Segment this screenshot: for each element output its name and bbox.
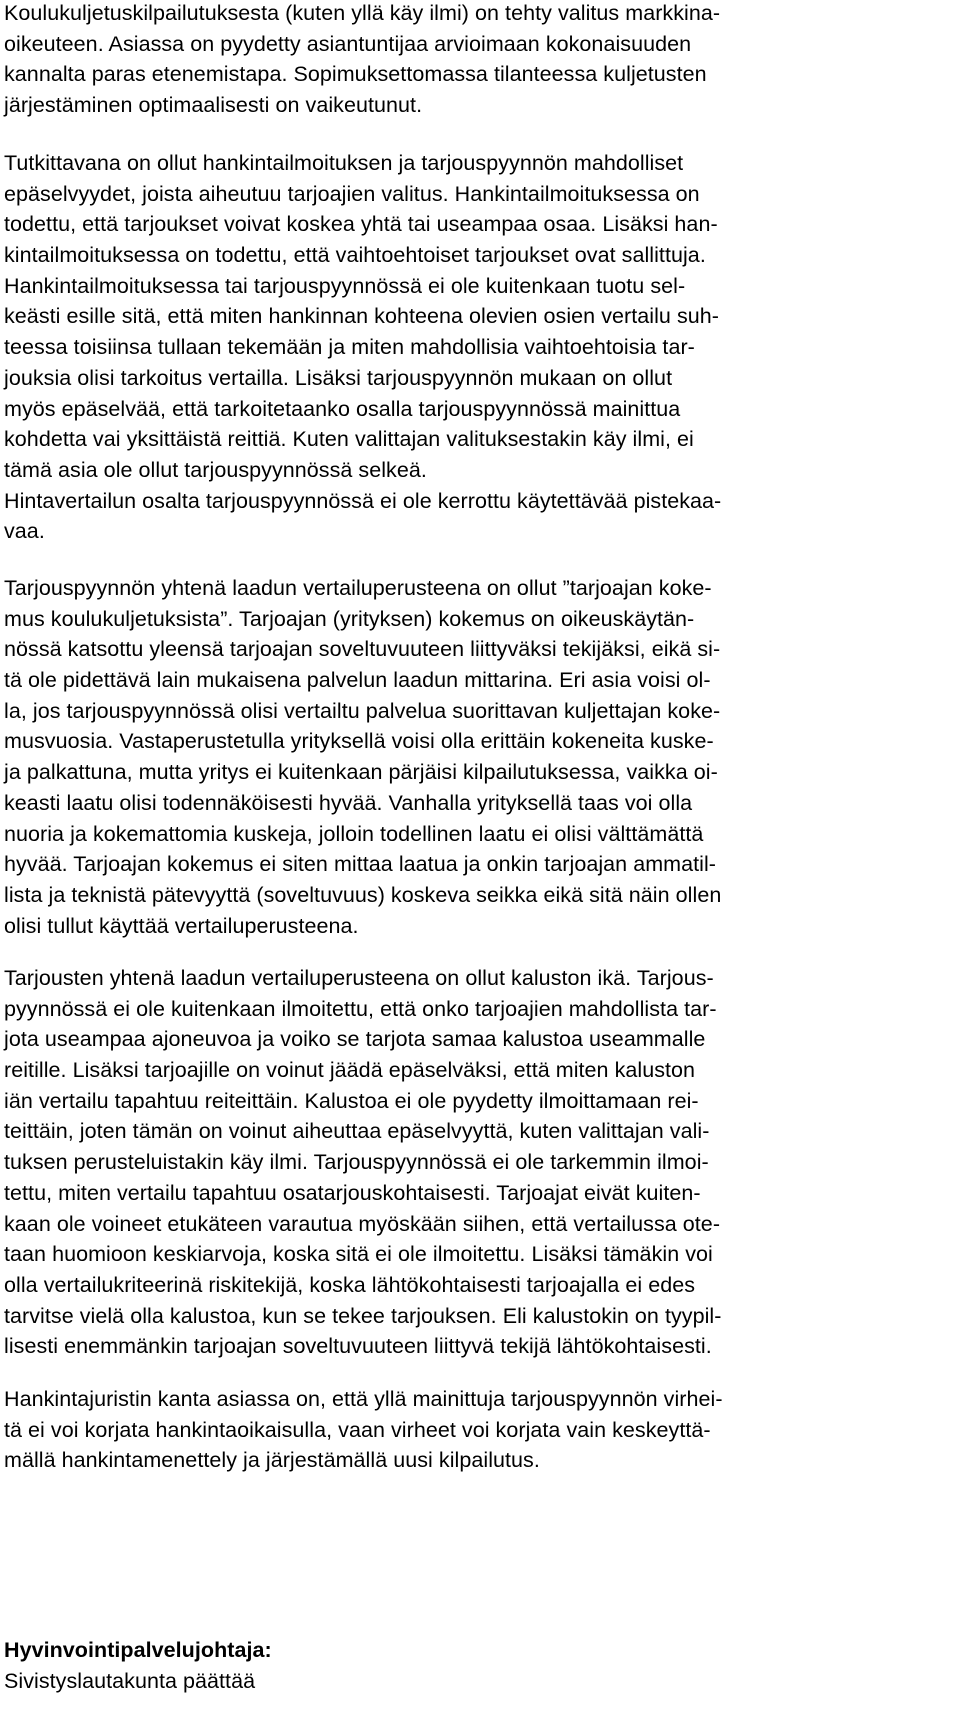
text-line: keästi esille sitä, että miten hankinnan kohteena olevien osien vertailu suh- [4, 304, 719, 329]
text-line: Hankintailmoituksessa tai tarjouspyynnössä ei ole kuitenkaan tuotu sel- [4, 273, 686, 298]
text-line: olisi tullut käyttää vertailuperusteena. [4, 913, 359, 938]
text-line: jouksia olisi tarkoitus vertailla. Lisäksi tarjouspyynnön mukaan on ollut [4, 365, 673, 390]
text-line: pyynnössä ei ole kuitenkaan ilmoitettu, että onko tarjoajien mahdollista tar- [4, 996, 717, 1021]
text-line: teessa toisiinsa tullaan tekemään ja miten mahdollisia vaihtoehtoisia tar- [4, 335, 695, 360]
text-line: hyvää. Tarjoajan kokemus ei siten mittaa laatua ja onkin tarjoajan ammatil- [4, 852, 717, 877]
text-line: nössä katsottu yleensä tarjoajan soveltuvuuteen liittyväksi tekijäksi, eikä si- [4, 637, 721, 662]
text-line: tarvitse vielä olla kalustoa, kun se tekee tarjouksen. Eli kalustokin on tyypil- [4, 1303, 722, 1328]
text-line: vaa. [4, 519, 45, 544]
text-line: tuksen perusteluistakin käy ilmi. Tarjouspyynnössä ei ole tarkemmin ilmoi- [4, 1150, 709, 1175]
text-line: kintailmoituksessa on todettu, että vaihtoehtoiset tarjoukset ovat sallittuja. [4, 243, 706, 268]
text-line: la, jos tarjouspyynnössä olisi vertailtu palvelua suorittavan kuljettajan koke- [4, 698, 721, 723]
text-line: Hankintajuristin kanta asiassa on, että yllä mainittuja tarjouspyynnön virhei- [4, 1387, 723, 1411]
decision-heading: Hyvinvointipalvelujohtaja: [4, 1638, 272, 1662]
text-line: mällä hankintamenettely ja järjestämällä uusi kilpailutus. [4, 1448, 540, 1473]
text-line: reitille. Lisäksi tarjoajille on voinut jäädä epäselväksi, että miten kaluston [4, 1058, 696, 1083]
paragraph-fleet-age-criterion [4, 963, 954, 1362]
text-line: todettu, että tarjoukset voivat koskea yhtä tai useampaa osaa. Lisäksi han- [4, 212, 718, 237]
paragraph-experience-criterion [4, 573, 954, 941]
text-line: iän vertailu tapahtuu reiteittäin. Kalustoa ei ole pyydetty ilmoittamaan rei- [4, 1088, 699, 1113]
text-line: oikeuteen. Asiassa on pyydetty asiantuntijaa arvioimaan kokonaisuuden [4, 31, 692, 56]
text-line: Tarjouspyynnön yhtenä laadun vertailuperusteena on ollut ”tarjoajan koke- [4, 576, 712, 600]
text-line: musvuosia. Vastaperustetulla yrityksellä voisi olla erittäin kokeneita kuske- [4, 729, 714, 754]
text-line: kaan ole voineet etukäteen varautua myöskään siihen, että vertailussa ote- [4, 1211, 721, 1236]
text-line: teittäin, joten tämän on voinut aiheuttaa epäselvyyttä, kuten valittajan vali- [4, 1119, 710, 1144]
decision-text: Sivistyslautakunta päättää [4, 1668, 256, 1693]
text-line: myös epäselvää, että tarkoitetaanko osalla tarjouspyynnössä mainittua [4, 396, 681, 421]
text-line: taan huomioon keskiarvoja, koska sitä ei ole ilmoitettu. Lisäksi tämäkin voi [4, 1242, 713, 1267]
text-line: nuoria ja kokemattomia kuskeja, jolloin todellinen laatu ei olisi välttämättä [4, 821, 704, 846]
paragraph-ambiguities [4, 148, 954, 547]
text-line: jota useampaa ajoneuvoa ja voiko se tarjota samaa kalustoa useammalle [4, 1027, 706, 1052]
text-line: tä ei voi korjata hankintaoikaisulla, vaan virheet voi korjata vain keskeyttä- [4, 1417, 711, 1442]
text-line: järjestäminen optimaalisesti on vaikeutunut. [4, 93, 423, 118]
text-line: tämä asia ole ollut tarjouspyynnössä selkeä. [4, 457, 427, 482]
text-line: tä ole pidettävä lain mukaisena palvelun laadun mittarina. Eri asia voisi ol- [4, 668, 711, 693]
paragraph-legal-opinion [4, 1384, 954, 1476]
text-line: kannalta paras etenemistapa. Sopimuksettomassa tilanteessa kuljetusten [4, 62, 707, 87]
text-line: kohdetta vai yksittäistä reittiä. Kuten valittajan valituksestakin käy ilmi, ei [4, 427, 694, 452]
text-line: lisesti enemmänkin tarjoajan soveltuvuuteen liittyvä tekijä lähtökohtaisesti. [4, 1334, 712, 1359]
text-line: lista ja teknistä pätevyyttä (soveltuvuus) koskeva seikka eikä sitä näin ollen [4, 882, 722, 907]
text-line: olla vertailukriteerinä riskitekijä, koska lähtökohtaisesti tarjoajalla ei edes [4, 1272, 696, 1297]
text-line: keasti laatu olisi todennäköisesti hyvää. Vanhalla yrityksellä taas voi olla [4, 790, 693, 815]
text-line: Tutkittavana on ollut hankintailmoituksen ja tarjouspyynnön mahdolliset [4, 151, 684, 175]
paragraph-appeal-status [4, 0, 954, 121]
text-line: Hintavertailun osalta tarjouspyynnössä ei ole kerrottu käytettävää pistekaa- [4, 488, 722, 513]
text-line: ja palkattuna, mutta yritys ei kuitenkaan pärjäisi kilpailutuksessa, vaikka oi- [4, 760, 718, 785]
text-line: Tarjousten yhtenä laadun vertailuperusteena on ollut kaluston ikä. Tarjous- [4, 966, 714, 990]
text-line: epäselvyydet, joista aiheutuu tarjoajien valitus. Hankintailmoituksessa on [4, 181, 700, 206]
decision-section [4, 1635, 954, 1696]
text-line: mus koulukuljetuksista”. Tarjoajan (yrityksen) kokemus on oikeuskäytän- [4, 606, 695, 631]
text-line: Koulukuljetuskilpailutuksesta (kuten yllä käy ilmi) on tehty valitus markkina- [4, 1, 721, 25]
text-line: tettu, miten vertailu tapahtuu osatarjouskohtaisesti. Tarjoajat eivät kuiten- [4, 1180, 701, 1205]
